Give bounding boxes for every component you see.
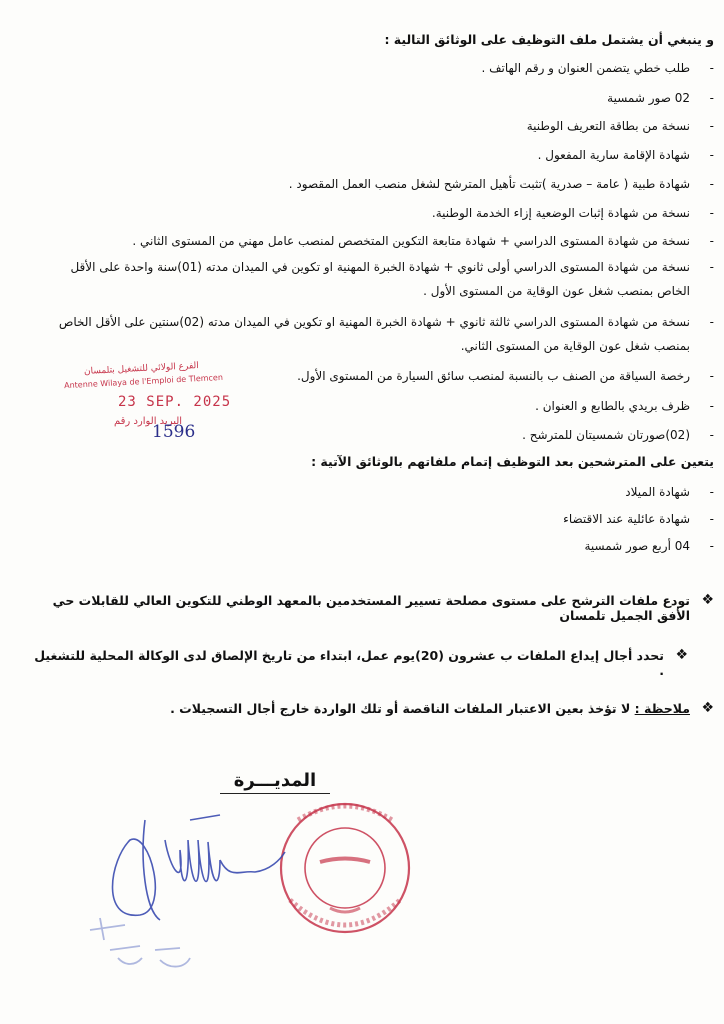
dash-icon: - <box>709 61 714 75</box>
notice-note: ❖ ملاحظة : لا تؤخذ بعين الاعتبار الملفات الناقصة أو تلك الواردة خارج أجال التسجيلات . <box>170 700 714 716</box>
dash-icon: - <box>709 539 714 553</box>
list-item: - رخصة السياقة من الصنف ب بالنسبة لمنصب سائق السيارة من المستوى الأول. <box>34 364 690 388</box>
documents-intro: و ينبغي أن يشتمل ملف التوظيف على الوثائق التالية : <box>384 32 714 47</box>
dash-icon: - <box>709 485 714 499</box>
list-item: - شهادة طبية ( عامة – صدرية )تثبت تأهيل المترشح لشغل منصب العمل المقصود . <box>34 172 690 196</box>
list-item: - ظرف بريدي بالطابع و العنوان . <box>34 394 690 418</box>
list-item: - شهادة الإقامة سارية المفعول . <box>34 143 690 167</box>
handwritten-signature-icon <box>113 815 286 920</box>
diamond-bullet-icon: ❖ <box>701 700 714 716</box>
stamp-agency-fr: Antenne Wilaya de l'Emploi de Tlemcen <box>63 372 224 391</box>
dash-icon: - <box>709 148 714 162</box>
list-item: - 02 صور شمسية <box>34 86 690 110</box>
dash-icon: - <box>709 177 714 191</box>
notice-deadline: ❖ تحدد أجال إيداع الملفات ب عشرون (20)يوم عمل، ابتداء من تاريخ الإلصاق لدى الوكالة المحلية للتشغيل . <box>34 647 688 678</box>
list-item: - (02)صورتان شمسيتان للمترشح . <box>34 423 690 447</box>
list-item: - نسخة من شهادة المستوى الدراسي أولى ثانوي + شهادة الخبرة المهنية او تكوين في الميدان مدته (01)سنة واحدة على الأقل الخاص بمنصب شغل عون الوقاية من المستوى الأول . <box>34 255 690 303</box>
stamp-agency-ar: الفرع الولائي للتشغيل بتلمسان <box>83 361 200 377</box>
dash-icon: - <box>709 315 714 329</box>
diamond-bullet-icon: ❖ <box>701 592 714 608</box>
dash-icon: - <box>709 234 714 248</box>
director-title: المديـــرة <box>220 770 330 794</box>
list-item: - 04 أربع صور شمسية <box>34 534 690 558</box>
reception-stamp <box>56 361 256 464</box>
dash-icon: - <box>709 119 714 133</box>
dash-icon: - <box>709 399 714 413</box>
list-item: - شهادة الميلاد <box>34 480 690 504</box>
diamond-bullet-icon: ❖ <box>675 647 688 663</box>
list-item: - نسخة من شهادة المستوى الدراسي + شهادة متابعة التكوين المتخصص لمنصب عامل مهني من المستوى الثاني . <box>34 229 690 253</box>
stamp-number: 1596 <box>152 422 196 442</box>
list-item: - نسخة من شهادة إثبات الوضعية إزاء الخدمة الوطنية. <box>34 201 690 225</box>
after-hiring-heading: يتعين على المترشحين بعد التوظيف إتمام ملفاتهم بالوثائق الآتية : <box>311 454 714 469</box>
signature-and-seal <box>70 800 490 1000</box>
round-seal-icon <box>281 804 409 932</box>
name-stamp-icon <box>90 918 190 967</box>
dash-icon: - <box>709 428 714 442</box>
list-item: - طلب خطي يتضمن العنوان و رقم الهاتف . <box>34 56 690 80</box>
list-item: - شهادة عائلية عند الاقتضاء <box>34 507 690 531</box>
dash-icon: - <box>709 260 714 274</box>
stamp-date: 23 SEP. 2025 <box>118 394 232 410</box>
notice-deposit: ❖ تودع ملفات الترشح على مستوى مصلحة تسيير المستخدمين بالمعهد الوطني للتكوين العالي للقابلات حي الأفق الجميل تلمسان <box>52 592 714 623</box>
dash-icon: - <box>709 91 714 105</box>
list-item: - نسخة من شهادة المستوى الدراسي ثالثة ثانوي + شهادة الخبرة المهنية او تكوين في الميدان مدته (02)سنتين على الأقل الخاص بمنصب شغل عون الوقاية من المستوى الثاني. <box>34 310 690 358</box>
dash-icon: - <box>709 206 714 220</box>
dash-icon: - <box>709 369 714 383</box>
stamp-mail-label: البريد الوارد رقم <box>114 416 183 427</box>
dash-icon: - <box>709 512 714 526</box>
list-item: - نسخة من بطاقة التعريف الوطنية <box>34 114 690 138</box>
